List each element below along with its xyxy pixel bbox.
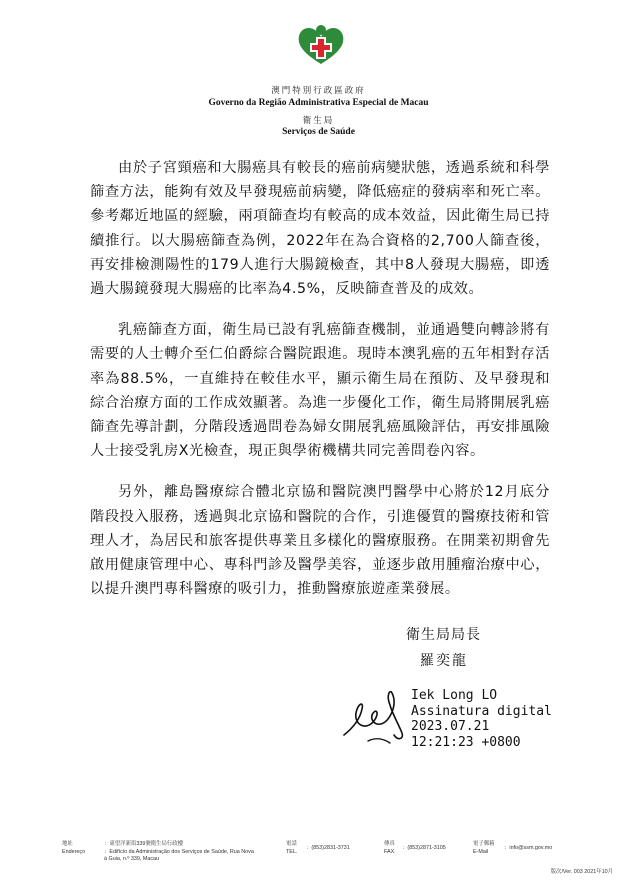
signatory-title: 衛生局局長 [406,627,481,643]
digital-signature-time: 12:21:23 +0800 [411,734,521,750]
tel-label: 電話 TEL. [286,841,298,855]
signatory-name: 羅奕龍 [420,653,468,669]
email-label: 電子郵箱 E-Mail [473,841,495,855]
department-name-zh: 衛生局 [302,116,335,126]
letter-body [90,156,550,618]
tel-value: ：(853)2831-3731 [306,845,350,851]
email-value: ：info@ssm.gov.mo [504,845,553,851]
digital-signature-block [411,688,552,750]
government-name-pt: Governo da Região Administrativa Especial de Macau [208,98,429,108]
letter-footer [0,832,637,896]
fax-value: ：(853)2871-3105 [402,845,446,851]
handwritten-signature [340,683,412,745]
paragraph: 另外，離島醫療綜合體北京協和醫院澳門醫學中心將於12月底分階段投入服務，透過與北京協和醫院的合作，引進優質的醫療技術和管理人才，為居民和旅客提供專業且多樣化的醫療服務。在開業初期會先啟用健康管理中心、專科門診及醫學美容，並逐步啟用腫瘤治療中心，以提升澳門專科醫療的吸引力，推動醫療旅遊產業發展。 [90,484,550,598]
health-bureau-logo [295,24,347,66]
address-label: 地址 Endereço [62,841,86,855]
paragraph: 由於子宮頸癌和大腸癌具有較長的癌前病變狀態，透過系統和科學篩查方法，能夠有效及早發現癌前病變，降低癌症的發病率和死亡率。參考鄰近地區的經驗，兩項篩查均有較高的成本效益，因此衛生局已持續推行。以大腸癌篩查為例，2022年在為合資格的2,700人篩查後，再安排檢測陽性的179人進行大腸鏡檢查，其中8人發現大腸癌，即透過大腸鏡發現大腸癌的比率為4.5%，反映篩查普及的成效。 [90,160,550,298]
department-name-pt: Serviços de Saúde [282,127,355,137]
fax-label: 傳真 FAX. [384,841,396,855]
government-name-zh: 澳門特別行政區政府 [271,86,366,96]
document-version: 版次/Ver. 003 2021年10月 [550,869,613,875]
digital-signature-label: Assinatura digital [411,703,552,719]
paragraph: 乳癌篩查方面，衛生局已設有乳癌篩查機制，並通過雙向轉診將有需要的人士轉介至仁伯爵綜合醫院跟進。現時本澳乳癌的五年相對存活率為88.5%，一直維持在較佳水平，顯示衛生局在預防、及早發現和綜合治療方面的工作成效顯著。為進一步優化工作，衛生局將開展乳癌篩查先導計劃，分階段透過問卷為婦女開展乳癌風險評估，再安排風險人士接受乳房X光檢查，現正與學術機構共同完善問卷內容。 [90,322,550,460]
digital-signer: Iek Long LO [411,688,498,703]
address-value: ：東望洋新街339號衛生局行政樓 ：Edifício da Administração dos Serviços de Saúde, Rua Nova à Guia, n.º 339, Macau [104,841,254,862]
digital-signature-date: 2023.07.21 [411,719,490,734]
